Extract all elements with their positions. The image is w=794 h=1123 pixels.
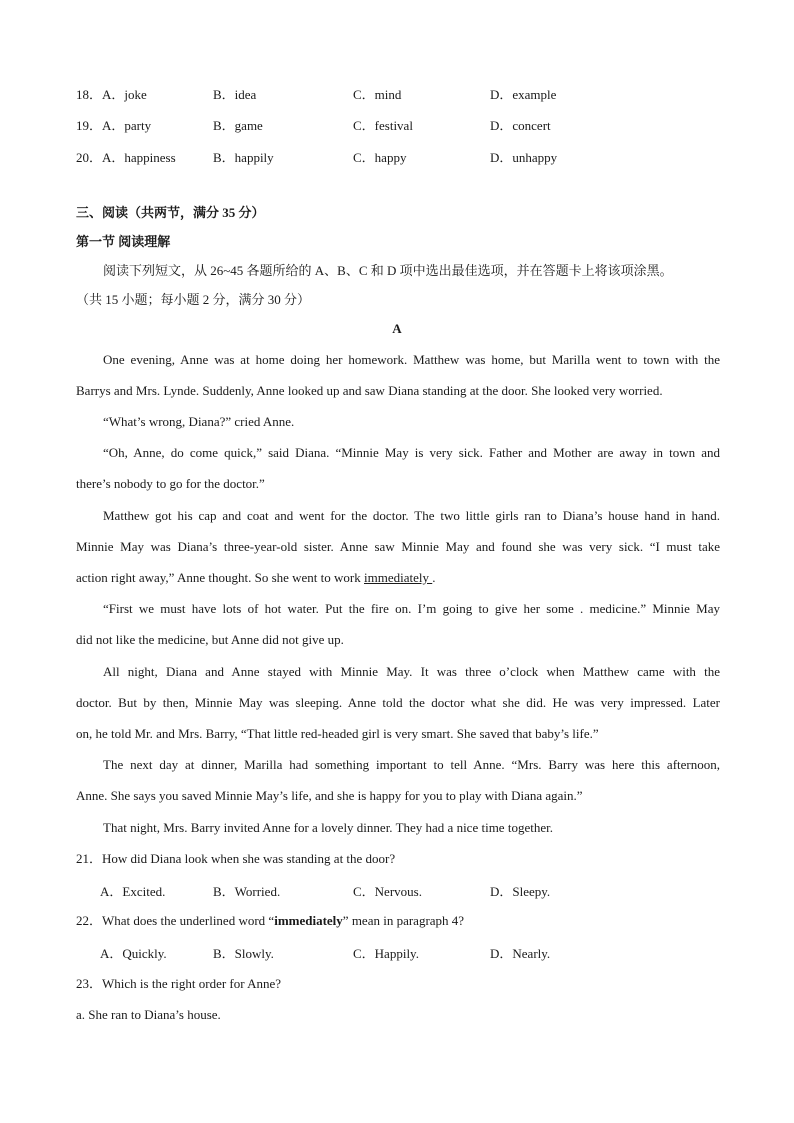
q22-stem xyxy=(76,912,720,930)
p8-line-1: That night, Mrs. Barry invited Anne for a lovely dinner. They had a nice time together. xyxy=(103,820,553,835)
p7-line-1: The next day at dinner, Marilla had something important to tell Anne. “Mrs. Barry was here this afternoon, xyxy=(103,757,720,772)
instructions-line-1: 阅读下列短文，从 26~45 各题所给的 A、B、C 和 D 项中选出最佳选项，并在答题卡上将该项涂黑。 xyxy=(103,263,673,278)
p7-line-2: Anne. She says you saved Minnie May’s life, and she is happy for you to play with Diana again.” xyxy=(76,788,583,803)
question-18-options xyxy=(76,84,736,104)
passage-label: A xyxy=(392,321,402,336)
q19-number: 19． xyxy=(76,118,103,133)
q20-a-text: A．happiness xyxy=(102,150,176,165)
q21-option-b[interactable]: B．Worried. xyxy=(213,884,281,899)
q22-stem-bold: immediately xyxy=(274,913,343,928)
q18-option-d[interactable]: D．example xyxy=(490,87,557,102)
p4-line-3 xyxy=(76,569,720,587)
q21-option-a[interactable]: A．Excited. xyxy=(100,884,166,899)
p5-line-1: “First we must have lots of hot water. Put the fire on. I’m going to give her some . medicine.” Minnie May xyxy=(103,601,720,616)
instructions-line-2: （共 15 小题；每小题 2 分，满分 30 分） xyxy=(76,292,311,307)
question-22-options xyxy=(100,943,720,963)
q22-option-d[interactable]: D．Nearly. xyxy=(490,946,551,961)
q20-option-d[interactable]: D．unhappy xyxy=(490,150,558,165)
q19-option-d[interactable]: D．concert xyxy=(490,118,551,133)
p4-line-3-post: . xyxy=(432,570,436,585)
q23-item-a: a. She ran to Diana’s house. xyxy=(76,1007,221,1022)
q20-option-c[interactable]: C．happy xyxy=(353,150,407,165)
p6-line-3: on, he told Mr. and Mrs. Barry, “That little red-headed girl is very smart. She saved that baby’s life.” xyxy=(76,726,599,741)
q18-option-a[interactable] xyxy=(76,84,147,103)
q19-option-b[interactable]: B．game xyxy=(213,118,263,133)
q18-a-text: A．joke xyxy=(102,87,147,102)
q21-stem: 21．How did Diana look when she was standing at the door? xyxy=(76,851,396,866)
p4-line-3-pre: action right away,” Anne thought. So she went to work xyxy=(76,570,364,585)
q23-stem: 23．Which is the right order for Anne? xyxy=(76,976,282,991)
p4-line-2: Minnie May was Diana’s three-year-old sister. Anne saw Minnie May and found she was very sick. “I must take xyxy=(76,539,720,554)
q22-stem-pre: 22．What does the underlined word “ xyxy=(76,913,275,928)
q20-option-a[interactable] xyxy=(76,147,176,166)
q22-option-b[interactable]: B．Slowly. xyxy=(213,946,274,961)
p1-line-1: One evening, Anne was at home doing her homework. Matthew was home, but Marilla went to town with the xyxy=(103,352,720,367)
q20-number: 20． xyxy=(76,150,103,165)
question-19-options xyxy=(76,115,736,135)
p4-line-1: Matthew got his cap and coat and went for the doctor. The two little girls ran to Diana’s house hand in hand. xyxy=(103,508,720,523)
q19-option-c[interactable]: C．festival xyxy=(353,118,413,133)
p5-line-2: did not like the medicine, but Anne did not give up. xyxy=(76,632,344,647)
q20-option-b[interactable]: B．happily xyxy=(213,150,274,165)
q22-option-a[interactable]: A．Quickly. xyxy=(100,946,167,961)
section-title: 三、阅读（共两节，满分 35 分） xyxy=(76,205,265,220)
q22-stem-post: ” mean in paragraph 4? xyxy=(342,913,465,928)
p2-line-1: “What’s wrong, Diana?” cried Anne. xyxy=(103,414,295,429)
q18-option-c[interactable]: C．mind xyxy=(353,87,402,102)
p6-line-2: doctor. But by then, Minnie May was sleeping. Anne told the doctor what she did. He was very impressed. Later xyxy=(76,695,720,710)
subsection-title: 第一节 阅读理解 xyxy=(76,234,171,249)
p6-line-1: All night, Diana and Anne stayed with Minnie May. It was three o’clock when Matthew came with the xyxy=(103,664,720,679)
p3-line-1: “Oh, Anne, do come quick,” said Diana. “Minnie May is very sick. Father and Mother are away in town and xyxy=(103,445,720,460)
underlined-word-immediately: immediately xyxy=(364,570,433,585)
q19-option-a[interactable] xyxy=(76,115,151,134)
p1-line-2: Barrys and Mrs. Lynde. Suddenly, Anne looked up and saw Diana standing at the door. She looked very worried. xyxy=(76,383,663,398)
q19-a-text: A．party xyxy=(102,118,152,133)
q18-number: 18． xyxy=(76,87,103,102)
p3-line-2: there’s nobody to go for the doctor.” xyxy=(76,476,265,491)
q18-option-b[interactable]: B．idea xyxy=(213,87,257,102)
question-21-options xyxy=(100,881,720,901)
q21-option-c[interactable]: C．Nervous. xyxy=(353,884,422,899)
question-20-options xyxy=(76,147,736,167)
q22-option-c[interactable]: C．Happily. xyxy=(353,946,419,961)
q21-option-d[interactable]: D．Sleepy. xyxy=(490,884,551,899)
